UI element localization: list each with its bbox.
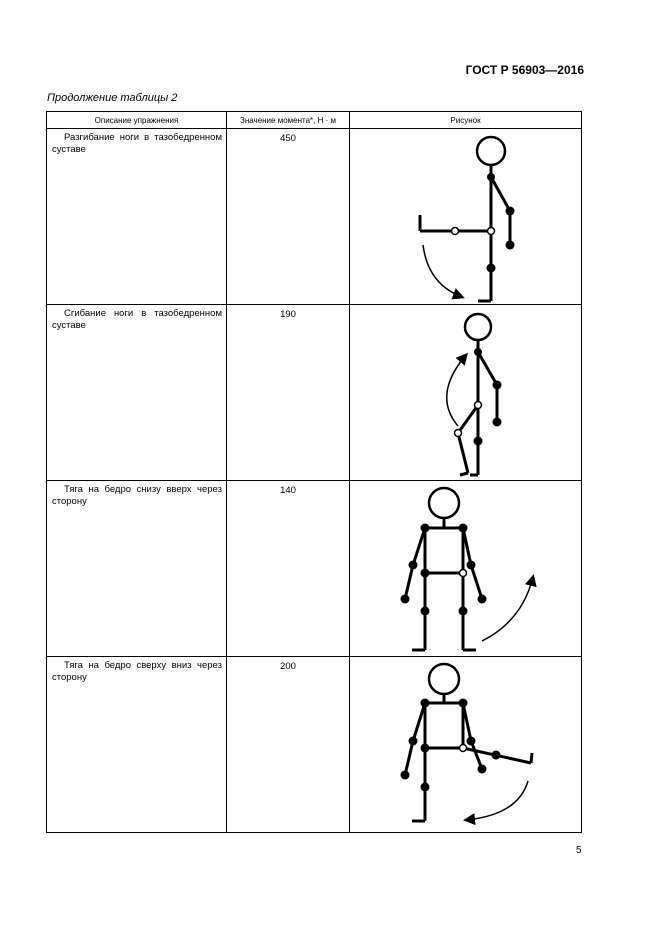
value-cell [227,657,350,833]
exercise-table [46,111,582,833]
table-row [47,305,582,481]
column-header-description: Описание упражнения [47,112,227,129]
moment-value: 450 [280,133,296,144]
value-cell [227,481,350,657]
description-text: Тяга на бедро снизу вверх через сторону [52,484,222,507]
description-cell [47,481,227,657]
figure-cell [350,657,582,833]
value-cell [227,305,350,481]
column-header-moment: Значение момента*, Н · м [227,112,350,129]
description-cell [47,129,227,305]
table-caption: Продолжение таблицы 2 [47,92,178,104]
description-text: Сгибание ноги в тазобедренном суставе [52,308,222,331]
page-number: 5 [576,845,582,856]
moment-value: 140 [280,485,296,496]
table-header-row [47,112,582,129]
table-row [47,129,582,305]
figure-cell [350,481,582,657]
hip-extension-figure-icon [350,129,582,304]
figure-cell [350,129,582,305]
table-row [47,481,582,657]
table-row [47,657,582,833]
hip-adduction-figure-icon [350,657,582,832]
document-code: ГОСТ Р 56903—2016 [465,63,584,77]
hip-flexion-figure-icon [350,305,582,480]
value-cell [227,129,350,305]
description-cell [47,305,227,481]
description-text: Тяга на бедро сверху вниз через сторону [52,660,222,683]
description-cell [47,657,227,833]
hip-abduction-figure-icon [350,481,582,656]
figure-cell [350,305,582,481]
description-text: Разгибание ноги в тазобедренном суставе [52,132,222,155]
column-header-figure: Рисунок [350,112,582,129]
moment-value: 200 [280,661,296,672]
moment-value: 190 [280,309,296,320]
